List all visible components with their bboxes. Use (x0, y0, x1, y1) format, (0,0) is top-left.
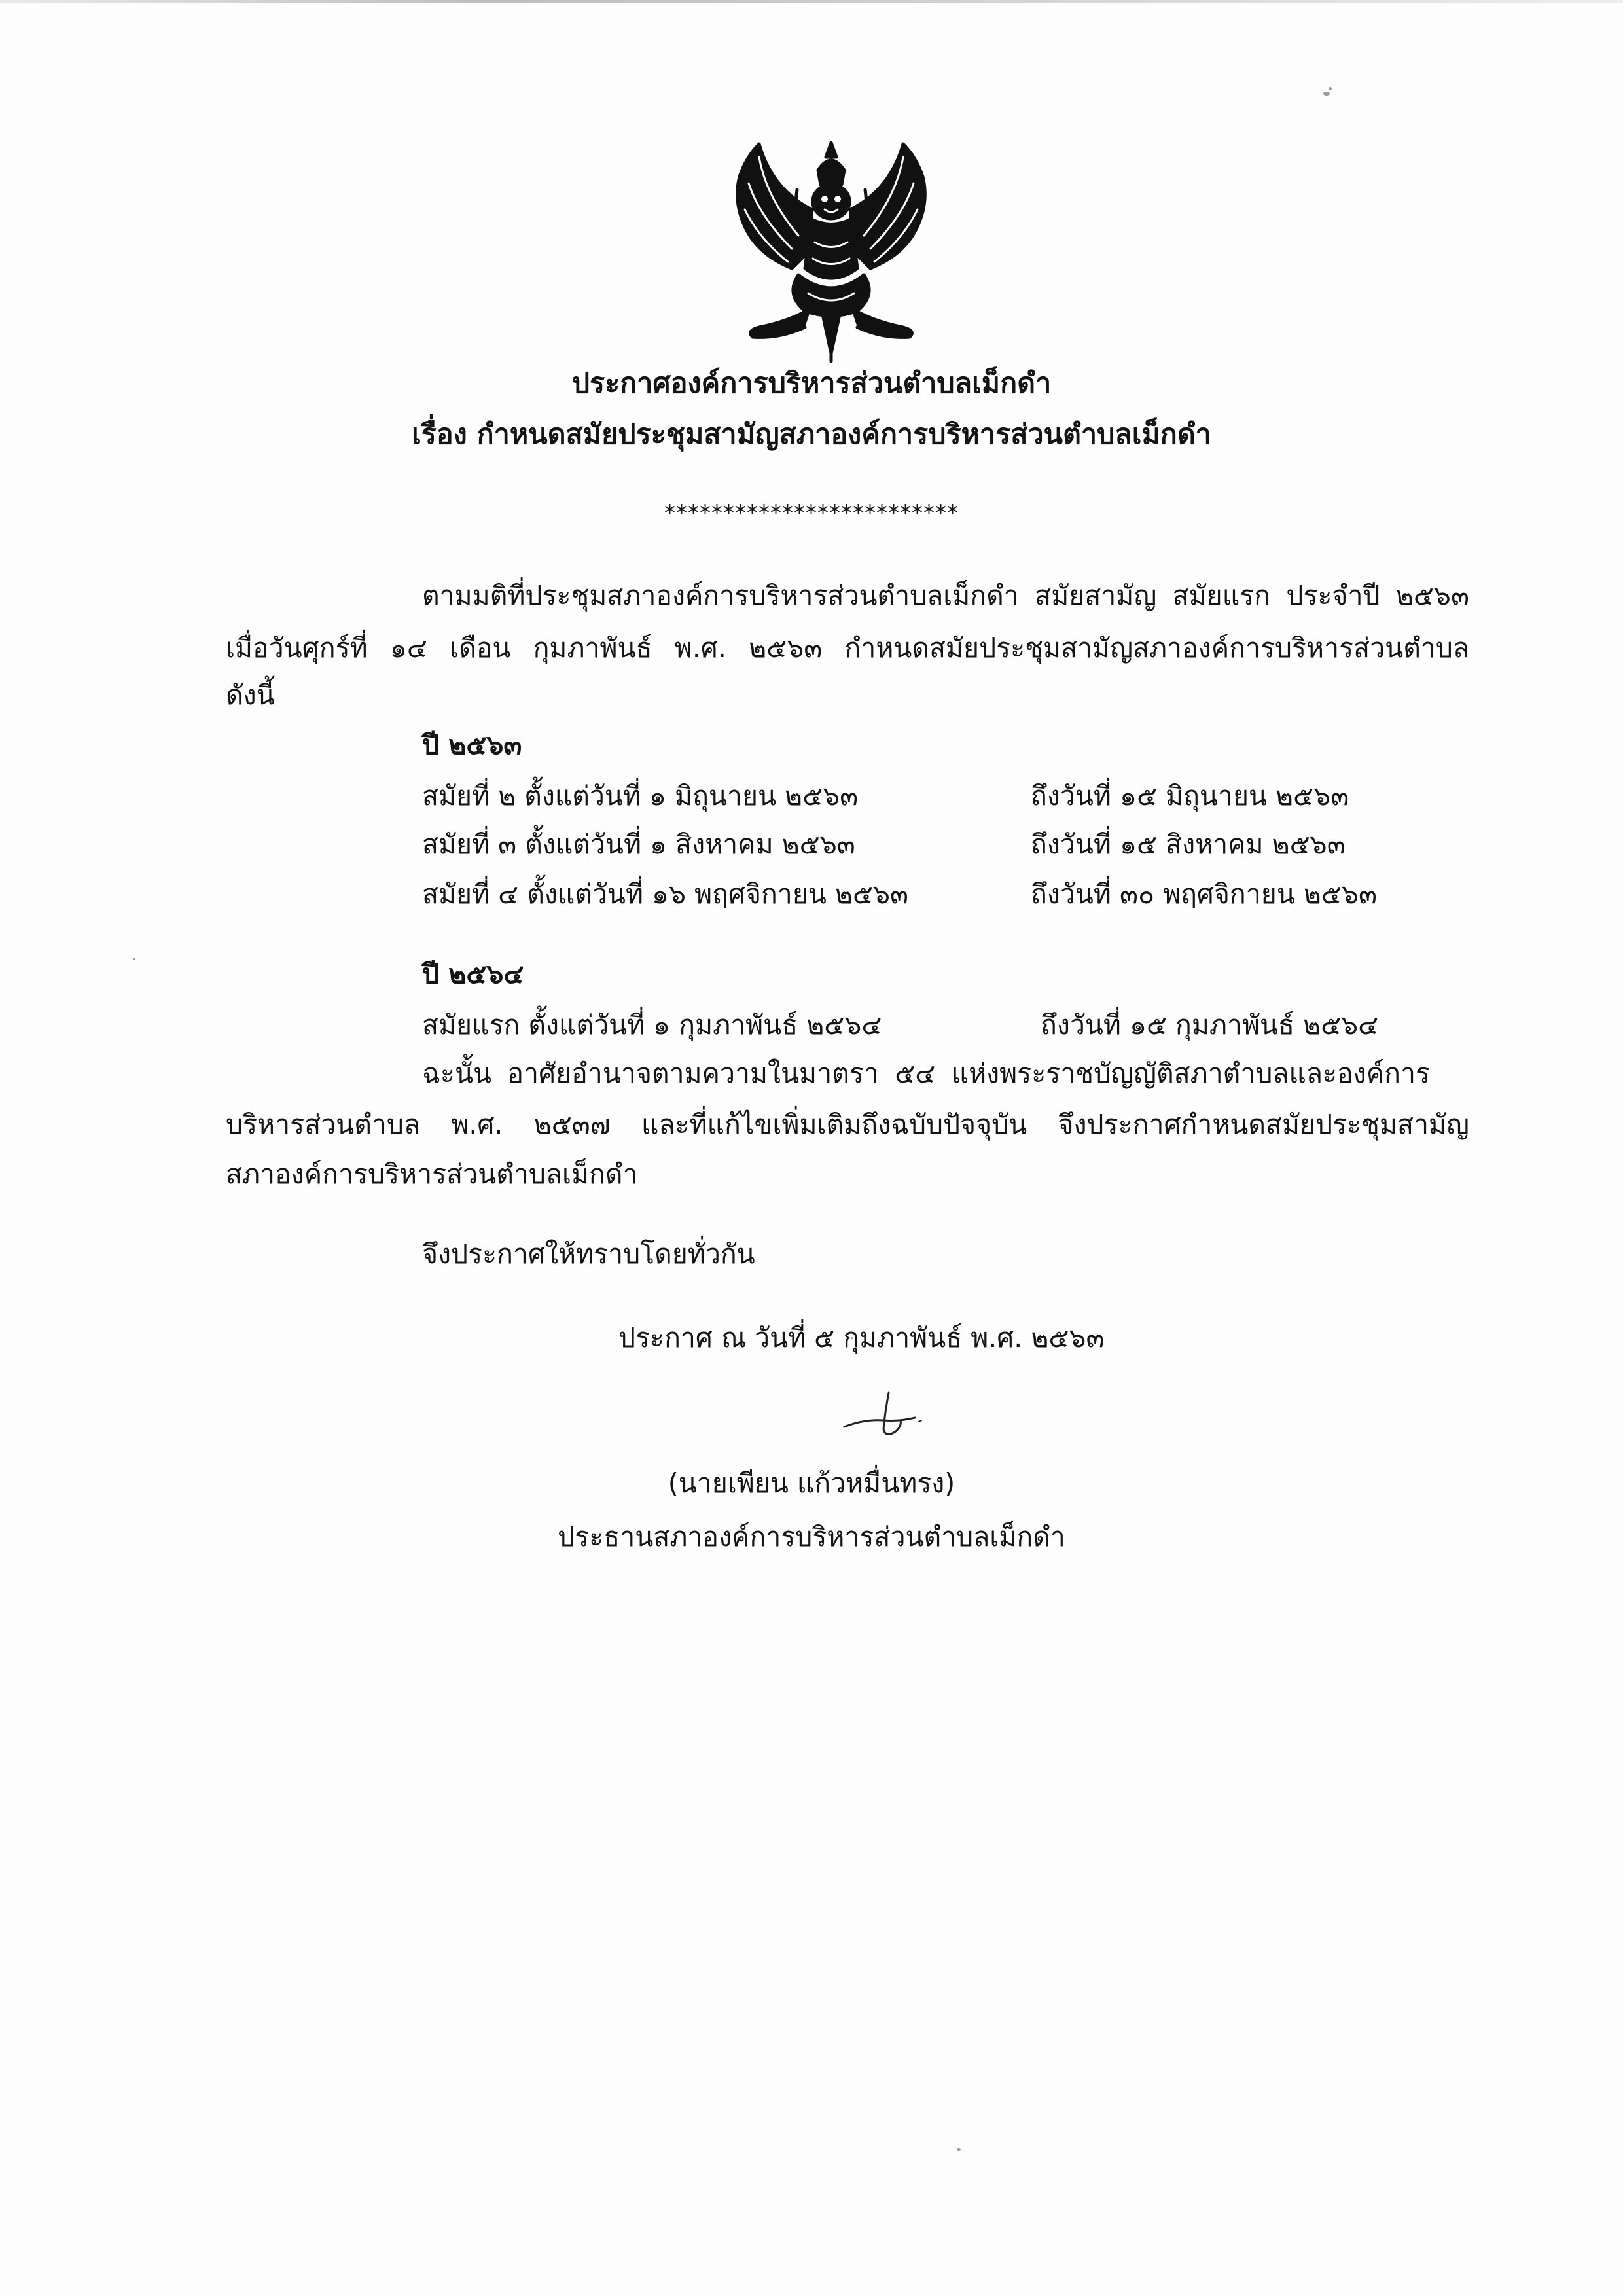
session-3-start: สมัยที่ ๓ ตั้งแต่วันที่ ๑ สิงหาคม ๒๕๖๓ (422, 829, 855, 860)
authority-line-3: สภาองค์การบริหารส่วนตำบลเม็กดำ (226, 1158, 638, 1190)
year-2563-heading: ปี ๒๕๖๓ (422, 729, 522, 761)
scan-edge-line (0, 0, 1623, 3)
announcement-title: ประกาศองค์การบริหารส่วนตำบลเม็กดำ (571, 367, 1052, 400)
session-4-start: สมัยที่ ๔ ตั้งแต่วันที่ ๑๖ พฤศจิกายน ๒๕๖๓ (422, 878, 909, 910)
session-3-end: ถึงวันที่ ๑๕ สิงหาคม ๒๕๖๓ (1031, 829, 1346, 860)
signer-position: ประธานสภาองค์การบริหารส่วนตำบลเม็กดำ (558, 1521, 1065, 1552)
intro-line-2: เมื่อวันศุกร์ที่ ๑๔ เดือน กุมภาพันธ์ พ.ศ. ๒๕๖๓ กำหนดสมัยประชุมสามัญสภาองค์การบริหารส่วนตำบล (226, 632, 1469, 664)
intro-line-3: ดังนี้ (226, 679, 275, 711)
scan-speck (1323, 92, 1330, 96)
authority-line-1: ฉะนั้น อาศัยอำนาจตามความในมาตรา ๕๔ แห่งพระราชบัญญัติสภาตำบลและองค์การ (422, 1058, 1430, 1089)
session-2-start: สมัยที่ ๒ ตั้งแต่วันที่ ๑ มิถุนายน ๒๕๖๓ (422, 780, 859, 812)
session-2-end: ถึงวันที่ ๑๕ มิถุนายน ๒๕๖๓ (1031, 780, 1349, 812)
session-first-2564-end: ถึงวันที่ ๑๕ กุมภาพันธ์ ๒๕๖๔ (1041, 1009, 1379, 1041)
signature-mark-icon (838, 1388, 942, 1440)
session-first-2564-start: สมัยแรก ตั้งแต่วันที่ ๑ กุมภาพันธ์ ๒๕๖๔ (422, 1009, 882, 1041)
intro-line-1: ตามมติที่ประชุมสภาองค์การบริหารส่วนตำบลเม็กดำ สมัยสามัญ สมัยแรก ประจำปี ๒๕๖๓ (422, 580, 1469, 611)
announcement-subject: เรื่อง กำหนดสมัยประชุมสามัญสภาองค์การบริหารส่วนตำบลเม็กดำ (412, 418, 1211, 451)
notice-text: จึงประกาศให้ทราบโดยทั่วกัน (422, 1238, 755, 1270)
garuda-emblem-icon (720, 131, 942, 367)
authority-line-2: บริหารส่วนตำบล พ.ศ. ๒๕๓๗ และที่แก้ไขเพิ่มเติมถึงฉบับปัจจุบัน จึงประกาศกำหนดสมัยประชุมสามัญ (226, 1109, 1469, 1140)
scan-speck (1329, 87, 1332, 90)
announcement-date: ประกาศ ณ วันที่ ๕ กุมภาพันธ์ พ.ศ. ๒๕๖๓ (618, 1322, 1105, 1354)
scan-speck (957, 2148, 961, 2151)
scan-speck (133, 958, 135, 960)
year-2564-heading: ปี ๒๕๖๔ (422, 958, 524, 990)
session-4-end: ถึงวันที่ ๓๐ พฤศจิกายน ๒๕๖๓ (1031, 878, 1377, 910)
signer-name: (นายเพียน แก้วหมื่นทรง) (668, 1467, 955, 1499)
separator-stars: ************************* (664, 500, 959, 526)
